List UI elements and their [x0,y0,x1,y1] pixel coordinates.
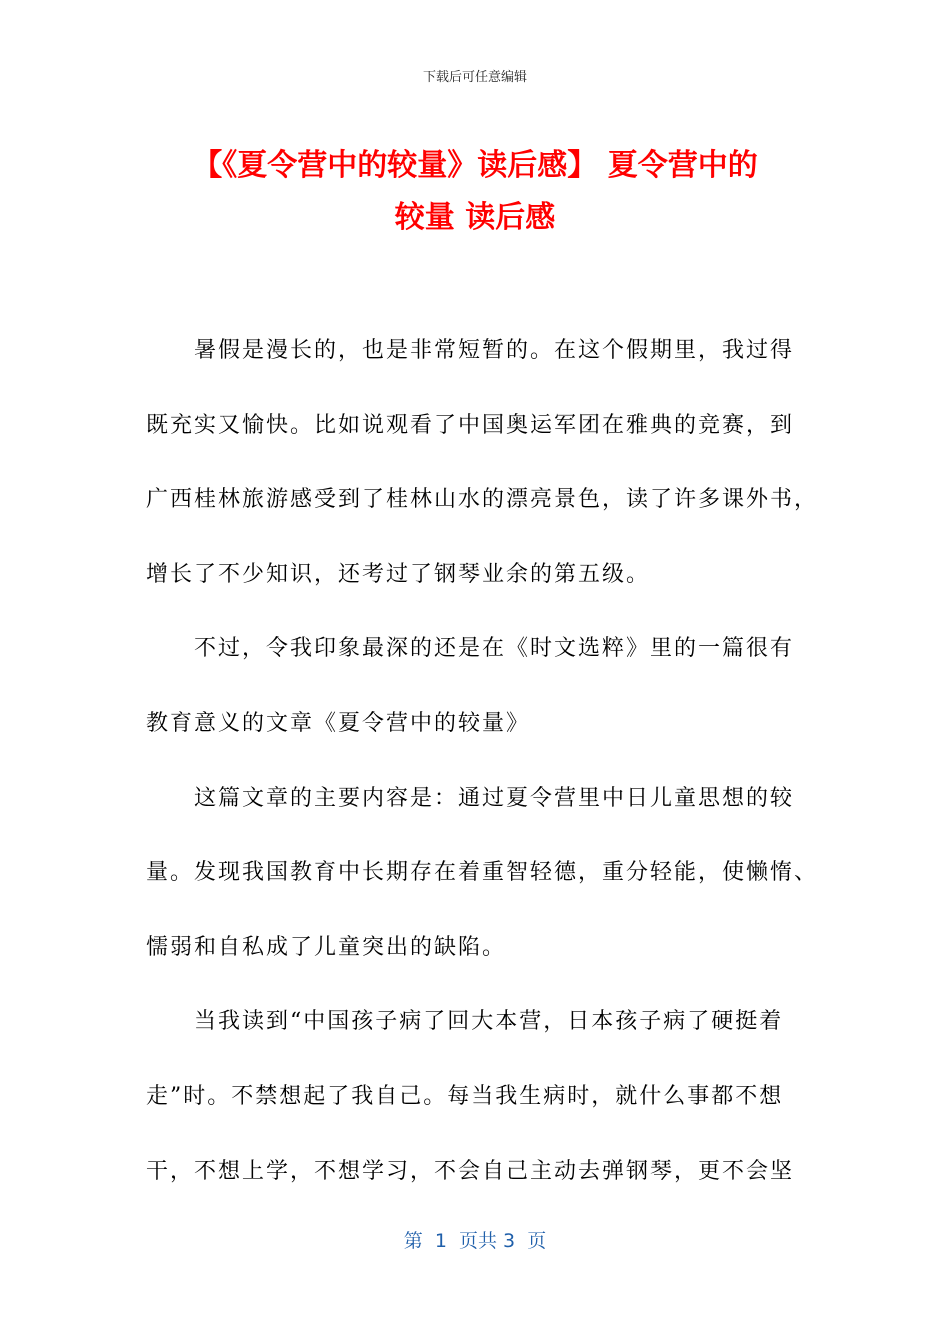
title-line-2: 较量 读后感 [394,200,556,235]
paragraph-1-line-1: 暑假是漫长的，也是非常短暂的。在这个假期里，我过得 [194,338,795,363]
header-note: 下载后可任意编辑 [422,70,527,85]
paragraph-1-line-3: 广西桂林旅游感受到了桂林山水的漂亮景色，读了许多课外书， [146,487,819,513]
paragraph-4-line-3: 干，不想上学，不想学习，不会自己主动去弹钢琴，更不会坚 [146,1158,795,1184]
paragraph-3-line-1: 这篇文章的主要内容是：通过夏令营里中日儿童思想的较 [194,785,795,811]
paragraph-2-line-1: 不过，令我印象最深的还是在《时文选粹》里的一篇很有 [194,636,795,662]
paragraph-3-line-2: 量。发现我国教育中长期存在着重智轻德，重分轻能，使懒惰、 [146,860,819,886]
paragraph-1-line-2: 既充实又愉快。比如说观看了中国奥运军团在雅典的竞赛，到 [146,412,795,438]
paragraph-3-line-3: 懦弱和自私成了儿童突出的缺陷。 [146,934,507,960]
paragraph-4-line-1: 当我读到“中国孩子病了回大本营，日本孩子病了硬挺着 [194,1009,784,1035]
paragraph-2-line-2: 教育意义的文章《夏令营中的较量》 [146,710,531,736]
paragraph-4-line-2: 走”时。不禁想起了我自己。每当我生病时，就什么事都不想 [146,1083,784,1109]
document-body [146,314,819,1209]
paragraph-1-line-4: 增长了不少知识，还考过了钢琴业余的第五级。 [146,561,651,587]
document-title [100,140,850,244]
page-number-footer: 第 1 页共 3 页 [403,1230,547,1252]
title-line-1: 【《夏令营中的较量》读后感】 夏令营中的 [192,148,758,183]
